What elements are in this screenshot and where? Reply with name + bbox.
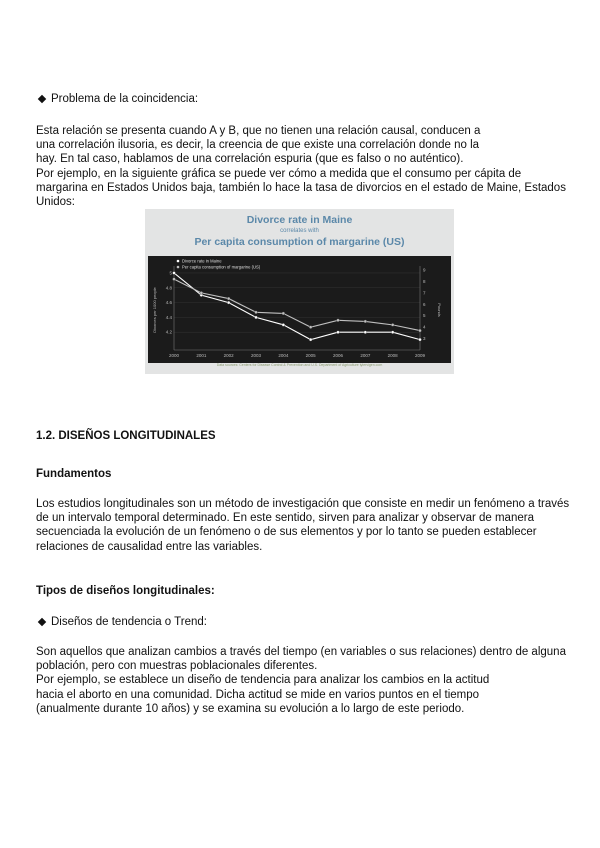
data-point (419, 338, 422, 341)
paragraph-line: población, pero con muestras poblacionales diferentes. (36, 660, 318, 673)
paragraph-line: Esta relación se presenta cuando A y B, que no tienen una relación causal, conducen a (36, 125, 481, 137)
data-point (255, 316, 258, 319)
paragraph-line: una correlación ilusoria, es decir, la creencia de que existe una correlación donde no la (36, 139, 480, 152)
x-tick-label: 2002 (223, 353, 234, 358)
trend-bullet-text: Diseños de tendencia o Trend: (51, 616, 207, 628)
paragraph-line: secuenciada la evolución de un fenómeno o de sus elementos y por lo tanto se pueden establecer (36, 526, 537, 539)
x-tick-label: 2001 (196, 353, 207, 358)
right-axis-label: Pounds (437, 303, 442, 317)
left-tick-label: 4.4 (165, 314, 172, 320)
paragraph-line: hacia el aborto en una comunidad. Dicha actitud se mide en varios puntos en el tiempo (36, 688, 480, 701)
data-point (173, 271, 176, 274)
paragraph-line: Por ejemplo, se establece un diseño de tendencia para analizar los cambios en la actitud (36, 674, 490, 687)
paragraph-line: relaciones de causalidad entre las variables. (36, 540, 263, 553)
data-point (282, 312, 285, 315)
section-heading-longitudinal: 1.2. DISEÑOS LONGITUDINALES (36, 430, 216, 442)
paragraph-line: Los estudios longitudinales son un método de investigación que consiste en medir un fenómeno a través (36, 498, 570, 510)
data-point (391, 323, 394, 326)
right-tick-label: 3 (423, 336, 426, 342)
paragraph-line: hay. En tal caso, hablamos de una correlación espuria (que es falso o no auténtico). (36, 153, 464, 166)
left-tick-label: 5 (169, 270, 172, 276)
coincidence-heading (36, 92, 596, 106)
right-tick-label: 8 (423, 278, 426, 284)
data-point (227, 297, 230, 300)
x-tick-label: 2004 (278, 353, 289, 358)
right-tick-label: 5 (423, 313, 426, 319)
data-point (200, 291, 203, 294)
diamond-bullet-icon (38, 95, 46, 103)
data-point (282, 323, 285, 326)
paragraph-line: de un intervalo temporal determinado. En este sentido, sirven para analizar y observar de manera (36, 512, 534, 525)
chart-title-line3: Per capita consumption of margarine (US) (194, 236, 405, 248)
data-point (227, 301, 230, 304)
right-tick-label: 9 (423, 267, 426, 273)
line-chart (148, 256, 451, 363)
x-tick-label: 2005 (305, 353, 316, 358)
chart-credit-sources: Data sources: Centers for Disease Control & Prevention and U.S. Department of Agriculture (216, 363, 359, 367)
data-point (364, 331, 367, 334)
paragraph-line: Son aquellos que analizan cambios a través del tiempo (en variables o sus relaciones) dentro de alguna (36, 646, 566, 658)
left-tick-label: 4.8 (165, 285, 172, 291)
x-tick-label: 2000 (168, 353, 180, 358)
data-point (364, 320, 367, 323)
x-tick-label: 2008 (387, 353, 398, 358)
data-point (173, 278, 176, 281)
types-heading: Tipos de diseños longitudinales: (36, 585, 215, 597)
left-tick-label: 4.2 (165, 329, 172, 335)
chart-background (148, 256, 451, 363)
data-point (337, 319, 340, 322)
legend-label: Per capita consumption of margarine (US) (182, 264, 261, 270)
paragraph-line: Por ejemplo, en la siguiente gráfica se puede ver cómo a medida que el consumo per cápita de (36, 167, 522, 180)
chart-credit (145, 363, 454, 367)
subheading-fundamentos: Fundamentos (36, 468, 112, 480)
x-tick-label: 2003 (250, 353, 262, 358)
x-tick-label: 2009 (414, 353, 426, 358)
x-tick-label: 2006 (332, 353, 344, 358)
chart-title-line2: correlates with (280, 228, 319, 234)
data-point (391, 331, 394, 334)
diamond-bullet-icon (38, 618, 46, 626)
legend-marker (177, 260, 180, 263)
data-point (255, 311, 258, 314)
data-point (337, 331, 340, 334)
chart-title-line1: Divorce rate in Maine (246, 214, 353, 226)
data-point (419, 329, 422, 332)
legend-label: Divorce rate in Maine (182, 258, 222, 264)
correlation-chart-figure (145, 209, 454, 374)
data-point (309, 326, 312, 329)
paragraph-line: (anualmente durante 10 años) y se examina su evolución a lo largo de este periodo. (36, 702, 465, 715)
coincidence-paragraph (36, 124, 596, 209)
left-axis-label: Divorces per 1000 people (152, 287, 157, 333)
paragraph-line: Unidos: (36, 196, 75, 209)
trend-bullet (36, 615, 596, 629)
chart-credit-site: tylervigen.com (359, 363, 383, 367)
right-tick-label: 4 (423, 324, 426, 330)
legend-marker (177, 266, 180, 269)
data-point (309, 338, 312, 341)
left-tick-label: 4.6 (165, 300, 172, 306)
paragraph-line: margarina en Estados Unidos baja, también lo hace la tasa de divorcios en el estado de Maine, Estados (36, 181, 566, 194)
right-tick-label: 7 (423, 290, 426, 296)
longitudinal-paragraph (36, 497, 596, 554)
right-tick-label: 6 (423, 301, 426, 307)
x-tick-label: 2007 (360, 353, 371, 358)
coincidence-heading-text: Problema de la coincidencia: (51, 93, 199, 105)
trend-paragraph (36, 645, 596, 716)
